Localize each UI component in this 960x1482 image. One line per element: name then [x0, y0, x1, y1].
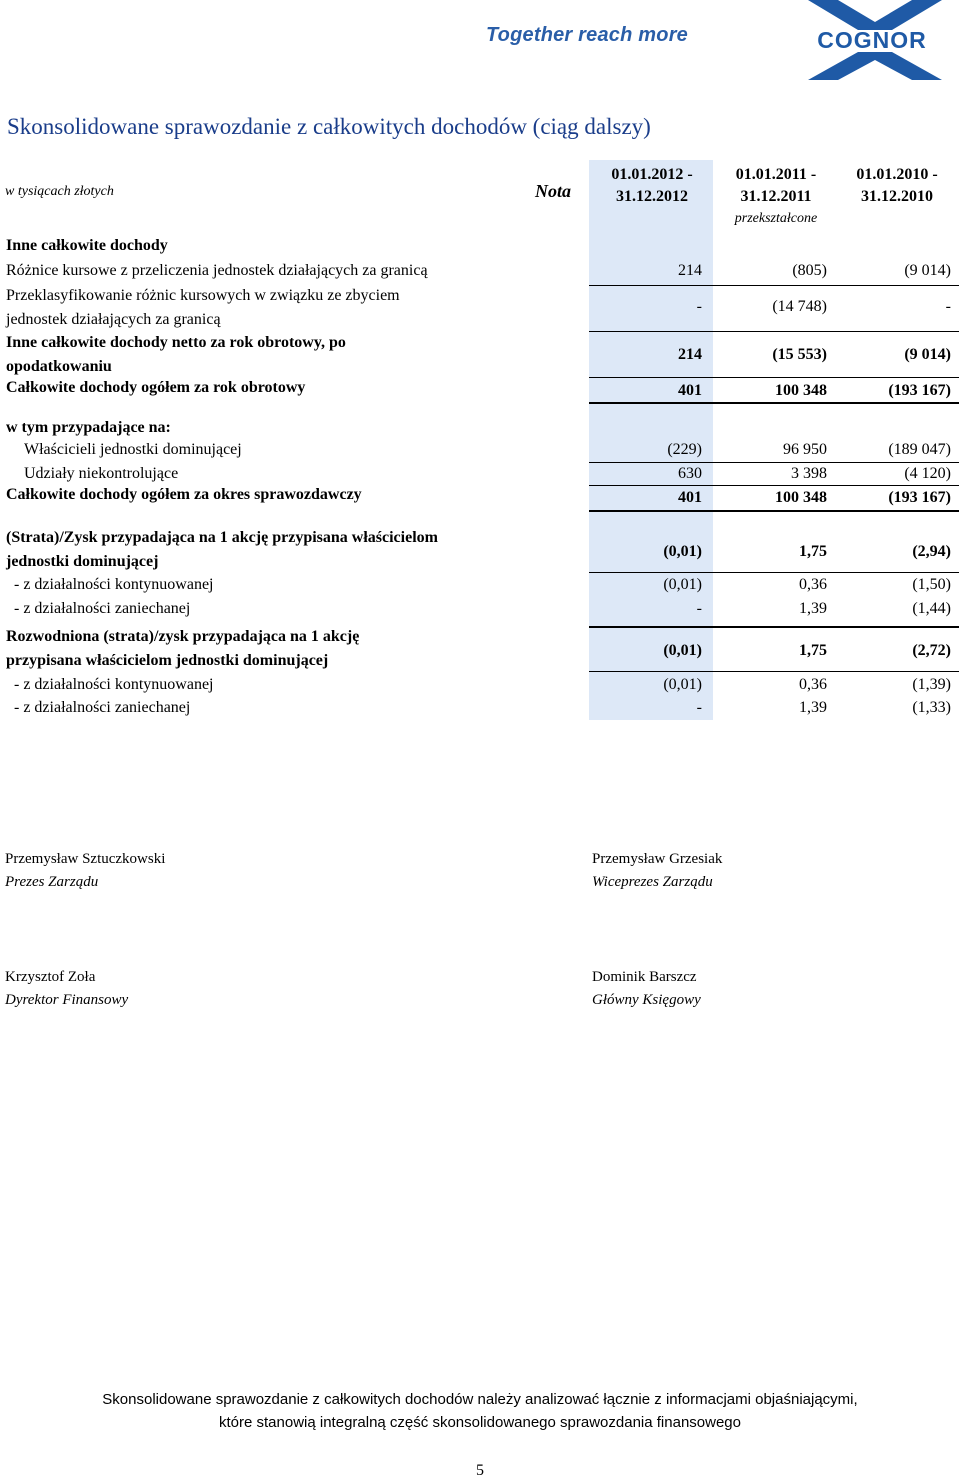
column-header-2011: [713, 164, 839, 230]
value-2010: (1,44): [912, 600, 951, 617]
row-label: Całkowite dochody ogółem za rok obrotowy: [6, 379, 306, 396]
row-label: Różnice kursowe z przeliczenia jednostek działających za granicą: [6, 262, 428, 279]
row-label-line1: Przeklasyfikowanie różnic kursowych w związku ze zbyciem: [6, 287, 400, 304]
value-2012: 214: [678, 262, 702, 279]
value-2010: (193 167): [888, 382, 951, 399]
value-2012: 401: [678, 489, 702, 506]
value-2010: (1,33): [912, 699, 951, 716]
row-label-line2: opodatkowaniu: [6, 358, 112, 375]
signatory-name: Przemysław Sztuczkowski: [5, 851, 166, 867]
value-2010: (9 014): [904, 262, 951, 279]
value-2010: (1,39): [912, 676, 951, 693]
logo-text: COGNOR: [817, 27, 927, 53]
signatory-role: Główny Księgowy: [592, 992, 701, 1008]
footer-line1: Skonsolidowane sprawozdanie z całkowitych dochodów należy analizować łącznie z informacjami objaśniającymi,: [102, 1391, 858, 1408]
signatory-name: Dominik Barszcz: [592, 969, 697, 985]
row-label-line1: (Strata)/Zysk przypadająca na 1 akcję przypisana właścicielom: [6, 529, 438, 546]
value-2012: -: [696, 298, 702, 315]
value-2010: (1,50): [912, 576, 951, 593]
column-header-2012: [589, 164, 715, 208]
value-2010: (9 014): [904, 346, 951, 363]
signature-block: [592, 848, 722, 894]
page-number: 5: [476, 1462, 484, 1479]
row-divider: [589, 485, 959, 486]
value-2010: (189 047): [888, 441, 951, 458]
value-2012: -: [696, 699, 702, 716]
value-2011: 0,36: [799, 676, 827, 693]
value-2011: 100 348: [775, 489, 827, 506]
row-label: - z działalności zaniechanej: [14, 600, 191, 617]
value-2010: -: [945, 298, 951, 315]
nota-header: Nota: [535, 181, 571, 201]
signature-block: [5, 848, 165, 894]
column-header-2010: [834, 164, 960, 208]
value-2012: (0,01): [663, 543, 702, 560]
column-header-line2: 31.12.2011: [740, 188, 812, 205]
signature-block: [5, 966, 128, 1012]
signatory-role: Dyrektor Finansowy: [5, 992, 129, 1008]
value-2011: 96 950: [783, 441, 827, 458]
row-label: Udziały niekontrolujące: [24, 465, 179, 482]
row-label-line1: Rozwodniona (strata)/zysk przypadająca na 1 akcję: [6, 628, 360, 645]
value-2010: (4 120): [904, 465, 951, 482]
row-label: - z działalności kontynuowanej: [14, 576, 214, 593]
value-2011: (14 748): [772, 298, 827, 315]
value-2012: -: [696, 600, 702, 617]
signatory-name: Przemysław Grzesiak: [592, 851, 723, 867]
value-2011: 1,39: [799, 699, 827, 716]
row-divider: [589, 462, 959, 463]
value-2010: (193 167): [888, 489, 951, 506]
value-2012: (229): [667, 441, 702, 458]
column-header-line1: 01.01.2012 -: [611, 166, 693, 183]
column-header-line2: 31.12.2010: [861, 188, 933, 205]
row-label-line2: jednostek działających za granicą: [6, 311, 221, 328]
value-2011: 0,36: [799, 576, 827, 593]
value-2011: (15 553): [772, 346, 827, 363]
value-2012: 630: [678, 465, 702, 482]
row-label: Właścicieli jednostki dominującej: [24, 441, 242, 458]
row-label: - z działalności kontynuowanej: [14, 676, 214, 693]
value-2011: (805): [792, 262, 827, 279]
signature-block: [592, 966, 701, 1012]
row-label-line1: Inne całkowite dochody netto za rok obrotowy, po: [6, 334, 346, 351]
row-divider: [589, 377, 959, 378]
value-2011: 100 348: [775, 382, 827, 399]
row-divider: [589, 285, 959, 286]
value-2012: (0,01): [663, 642, 702, 659]
signatory-role: Wiceprezes Zarządu: [592, 874, 713, 890]
value-2012: 401: [678, 382, 702, 399]
value-2012: (0,01): [663, 676, 702, 693]
value-2011: 3 398: [791, 465, 827, 482]
row-label: w tym przypadające na:: [6, 419, 171, 436]
row-divider: [589, 331, 959, 332]
column-header-line1: 01.01.2011 -: [735, 166, 817, 183]
unit-label: w tysiącach złotych: [5, 184, 114, 199]
footer-line2: które stanowią integralną część skonsolidowanego sprawozdania finansowego: [219, 1414, 741, 1431]
row-label-line2: przypisana właścicielom jednostki dominującej: [6, 652, 329, 669]
signatory-role: Prezes Zarządu: [5, 874, 99, 890]
total-divider: [589, 510, 959, 512]
restated-note: przekształcone: [734, 211, 818, 226]
column-header-line1: 01.01.2010 -: [856, 166, 938, 183]
value-2011: 1,75: [799, 543, 827, 560]
value-2012: (0,01): [663, 576, 702, 593]
row-label: Całkowite dochody ogółem za okres sprawozdawczy: [6, 486, 362, 503]
page-title: Skonsolidowane sprawozdanie z całkowitych dochodów (ciąg dalszy): [7, 114, 651, 139]
total-divider: [589, 626, 959, 628]
row-divider: [589, 671, 959, 672]
value-2012: 214: [678, 346, 702, 363]
row-label: - z działalności zaniechanej: [14, 699, 191, 716]
current-period-column-highlight: [589, 160, 713, 720]
row-label: Inne całkowite dochody: [6, 237, 168, 254]
column-header-line2: 31.12.2012: [616, 188, 688, 205]
value-2011: 1,75: [799, 642, 827, 659]
value-2011: 1,39: [799, 600, 827, 617]
signatory-name: Krzysztof Zoła: [5, 969, 96, 985]
value-2010: (2,94): [912, 543, 951, 560]
row-divider: [589, 572, 959, 573]
value-2010: (2,72): [912, 642, 951, 659]
row-label-line2: jednostki dominującej: [6, 553, 159, 570]
company-tagline: Together reach more: [486, 24, 689, 46]
total-divider: [589, 402, 959, 404]
footer-note: [0, 1388, 960, 1434]
